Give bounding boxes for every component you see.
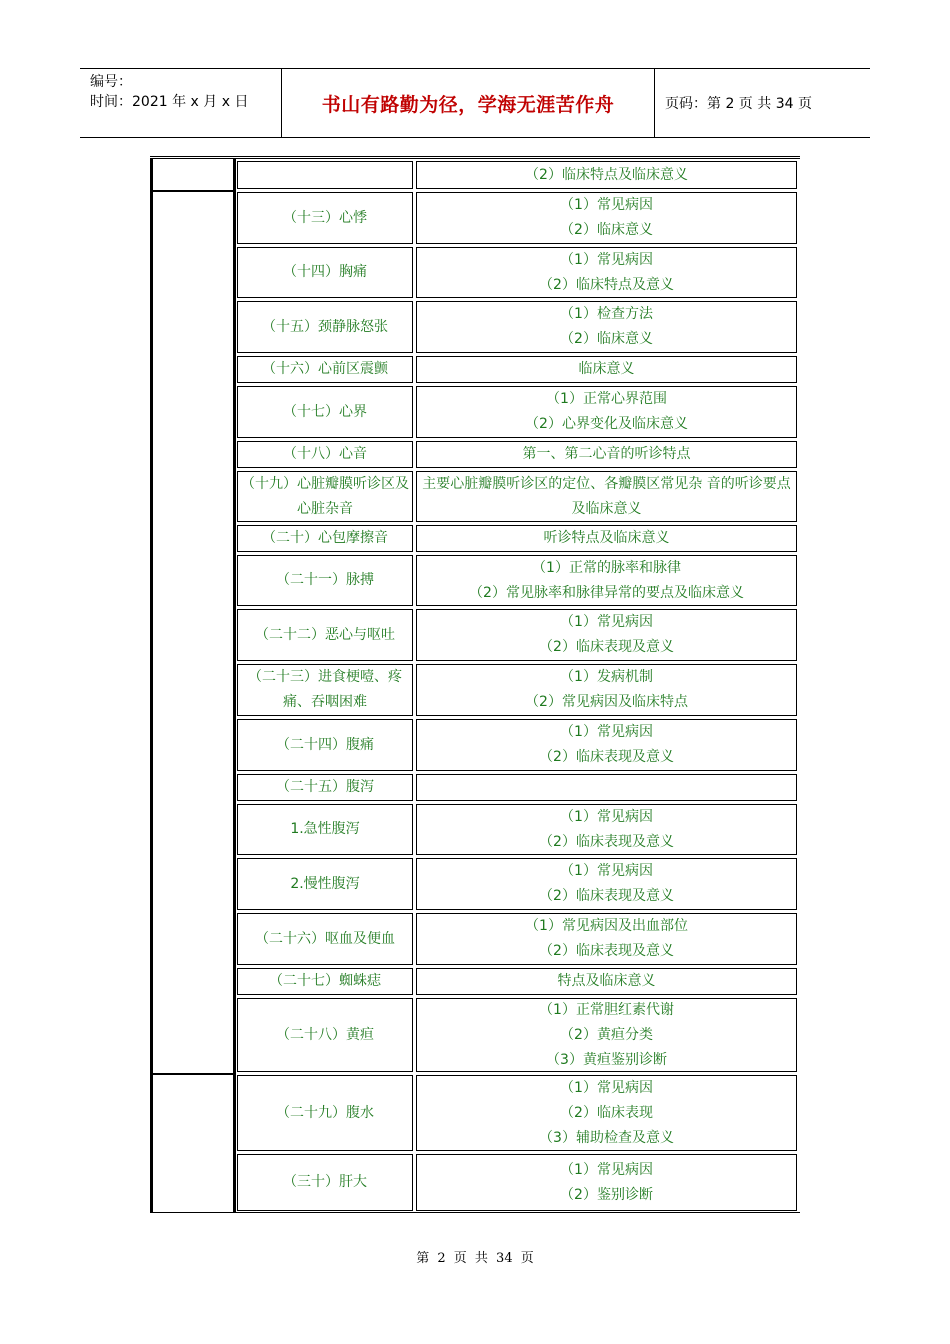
content-point: （2）鉴别诊断 [560,1186,653,1203]
content-point: （1）检查方法 [560,306,653,322]
topic-cell [237,998,413,1072]
content-point: （1）常见病因 [560,251,653,268]
topic-cell [237,301,413,353]
content-point: （1）常见病因 [560,614,653,630]
content-cell [416,525,797,552]
topic-text: （十五）颈静脉怒张 [262,318,388,335]
topic-cell [237,858,413,910]
content-point: （2）临床表现及意义 [539,833,674,850]
topic-cell [237,555,413,606]
date-label: 时间：2021 年 x 月 x 日 [90,94,249,110]
content-cell [416,913,797,965]
content-cell [416,774,797,801]
content-point: 及临床意义 [571,500,642,517]
content-point: （1）正常胆红素代谢 [539,1001,674,1018]
topic-cell [237,609,413,661]
topic-text: （三十）肝大 [283,1174,367,1190]
motto-text: 书山有路勤为径，学海无涯苦作舟 [321,93,615,116]
topic-cell [237,247,413,298]
topic-text: 痛、吞咽困难 [283,694,367,710]
content-point: （1）常见病因 [560,1161,653,1178]
content-cell [416,1075,797,1151]
content-point: 特点及临床意义 [557,973,656,989]
content-cell [416,192,797,244]
topic-text: （二十一）脉搏 [276,572,374,588]
topic-cell [237,804,413,855]
content-cell [416,664,797,716]
header-page-cell [655,69,870,137]
topic-text: （十六）心前区震颤 [262,361,388,377]
topic-cell [237,161,413,189]
content-point: （2）心界变化及临床意义 [525,416,688,432]
table-section-line [150,1073,233,1075]
header-meta-cell [80,69,282,137]
content-cell [416,719,797,771]
topic-cell [237,664,413,716]
content-point: （1）常见病因 [560,863,653,879]
table-col-divider [233,159,236,1212]
content-point: （2）临床特点及临床意义 [525,166,688,183]
topic-text: （二十八）黄疸 [276,1026,374,1043]
topic-cell [237,968,413,995]
page-info: 页码：第 2 页 共 34 页 [665,96,812,112]
content-point: （2）黄疸分类 [560,1026,653,1043]
topic-text: （十七）心界 [283,403,367,420]
content-point: （3）辅助检查及意义 [539,1129,674,1146]
content-point: （2）临床表现及意义 [539,943,674,959]
topic-cell [237,356,413,383]
document-header [80,68,870,138]
content-cell [416,1154,797,1211]
topic-text: 1.急性腹泻 [290,821,360,837]
topic-cell [237,719,413,771]
content-cell [416,471,797,522]
topic-cell [237,1075,413,1151]
topic-cell [237,441,413,468]
topic-cell [237,774,413,801]
content-point: （2）临床表现 [560,1104,653,1121]
content-cell [416,968,797,995]
content-point: （3）黄疸鉴别诊断 [546,1051,667,1068]
topic-text: （十九）心脏瓣膜听诊区及 [241,475,409,492]
content-point: （2）临床表现及意义 [539,888,674,904]
topic-cell [237,913,413,965]
content-point: （1）常见病因 [560,197,653,213]
topic-text: 2.慢性腹泻 [290,875,360,892]
number-label: 编号： [90,74,132,90]
topic-text: （二十五）腹泻 [276,779,374,795]
content-point: （2）临床表现及意义 [539,639,674,655]
topic-text: （二十四）腹痛 [276,736,374,753]
topic-cell [237,471,413,522]
syllabus-table [150,156,800,1213]
content-point: （1）常见病因 [560,724,653,740]
table-left-border [150,159,153,1212]
content-cell [416,301,797,353]
content-point: 第一、第二心音的听诊特点 [522,446,691,462]
content-point: （2）临床意义 [560,222,653,238]
content-cell [416,441,797,468]
content-cell [416,555,797,606]
topic-text: （二十）心包摩擦音 [262,530,388,546]
table-section-line [150,190,233,192]
content-point: （1）常见病因 [560,808,653,825]
content-point: （1）正常心界范围 [546,391,667,407]
content-cell [416,161,797,189]
topic-text: （二十三）进食梗噎、疼 [248,669,402,685]
content-point: 主要心脏瓣膜听诊区的定位、各瓣膜区常见杂 音的听诊要点 [422,475,791,492]
topic-text: （二十七）蜘蛛痣 [269,973,381,989]
content-point: （2）临床特点及意义 [539,276,674,293]
content-point: （1）常见病因及出血部位 [525,918,688,934]
topic-cell [237,386,413,438]
content-point: （1）常见病因 [560,1079,653,1096]
topic-text: 心脏杂音 [297,500,353,517]
content-point: （2）临床表现及意义 [539,749,674,765]
content-point: 听诊特点及临床意义 [543,530,670,546]
header-motto-cell [282,69,655,137]
topic-text: （十八）心音 [283,446,367,462]
content-cell [416,609,797,661]
topic-text: （二十九）腹水 [276,1104,374,1121]
topic-cell [237,525,413,552]
content-cell [416,998,797,1072]
content-point: （1）发病机制 [560,669,653,685]
content-point: （2）常见脉率和脉律异常的要点及临床意义 [469,584,744,601]
topic-text: （二十六）呕血及便血 [255,930,395,947]
page-footer: 第 2 页 共 34 页 [416,1251,534,1266]
content-cell [416,804,797,855]
topic-text: （二十二）恶心与呕吐 [255,626,395,643]
topic-text: （十三）心悸 [283,209,367,226]
topic-cell [237,192,413,244]
topic-cell [237,1154,413,1211]
content-point: 临床意义 [578,361,635,377]
content-cell [416,247,797,298]
topic-text: （十四）胸痛 [283,264,367,280]
content-cell [416,858,797,910]
content-cell [416,356,797,383]
content-point: （2）常见病因及临床特点 [525,694,688,710]
content-cell [416,386,797,438]
content-point: （2）临床意义 [560,331,653,347]
content-point: （1）正常的脉率和脉律 [532,559,681,576]
